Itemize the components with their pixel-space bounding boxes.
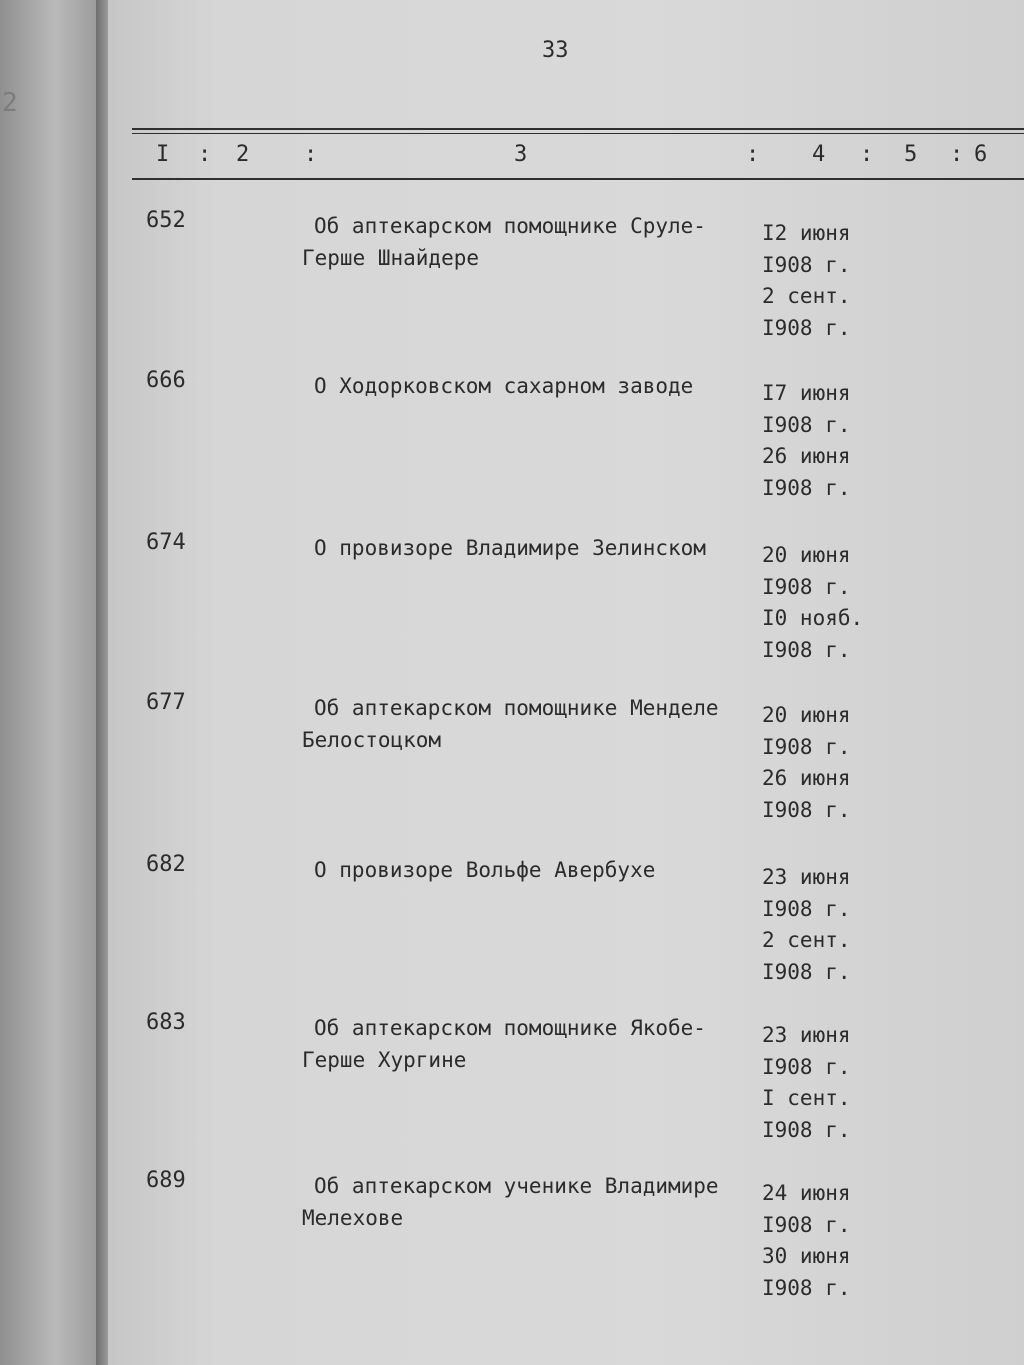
case-dates: 24 июня I908 г. 30 июня I908 г. [762,1181,851,1300]
header-separator: : [746,142,760,167]
table-row [108,1010,1024,1170]
case-number: 682 [146,852,186,877]
case-number: 674 [146,530,186,555]
header-col-2: 2 [236,142,250,167]
header-separator: : [950,142,964,167]
case-dates: I7 июня I908 г. 26 июня I908 г. [762,381,851,500]
document-page [108,0,1024,1365]
case-number: 677 [146,690,186,715]
case-title: Об аптекарском помощнике Якобе- Герше Хургине [302,1016,706,1072]
case-dates: 23 июня I908 г. 2 сент. I908 г. [762,865,851,984]
table-row [108,852,1024,1012]
case-number: 689 [146,1168,186,1193]
case-dates: 20 июня I908 г. 26 июня I908 г. [762,703,851,822]
case-title: Об аптекарском помощнике Сруле- Герше Шнайдере [302,214,706,270]
header-rule-top-thin [132,133,1024,134]
table-row [108,690,1024,850]
case-dates: 20 июня I908 г. I0 нояб. I908 г. [762,543,864,662]
case-dates: 23 июня I908 г. I сент. I908 г. [762,1023,851,1142]
case-number: 666 [146,368,186,393]
header-rule-bottom [132,178,1024,180]
page-number: 33 [542,38,569,63]
case-title: О Ходорковском сахарном заводе [314,374,694,398]
facing-page-fragment: 2 [2,88,18,118]
case-number: 652 [146,208,186,233]
case-title: О провизоре Владимире Зелинском [314,536,706,560]
facing-page [0,0,100,1365]
case-number: 683 [146,1010,186,1035]
case-title: Об аптекарском ученике Владимире Мелехове [302,1174,719,1230]
table-row [108,1168,1024,1328]
header-separator: : [304,142,318,167]
case-title: О провизоре Вольфе Авербухе [314,858,656,882]
header-separator: : [198,142,212,167]
table-row [108,530,1024,690]
case-dates: I2 июня I908 г. 2 сент. I908 г. [762,221,851,340]
header-col-4: 4 [812,142,826,167]
header-col-1: I [156,142,170,167]
header-col-6: 6 [974,142,988,167]
header-col-5: 5 [904,142,918,167]
table-row [108,208,1024,368]
header-separator: : [860,142,874,167]
header-col-3: 3 [514,142,528,167]
case-title: Об аптекарском помощнике Менделе Белостоцком [302,696,719,752]
header-rule-top [132,128,1024,130]
table-row [108,368,1024,528]
